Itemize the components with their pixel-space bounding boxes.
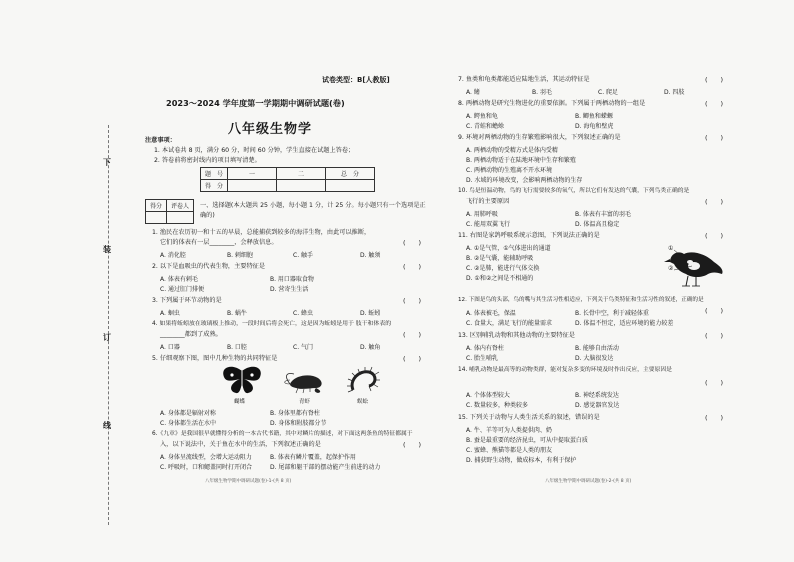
q10-option-d[interactable]: D. 体温高且稳定	[575, 221, 620, 228]
q10-stem-2: 飞行的主要原因	[466, 198, 510, 205]
note-1: 1. 本试卷共 8 页，满分 60 分，时间 60 分钟，学生直接在试题上答卷；	[154, 147, 355, 154]
q15-stem: 15. 下列关于动物与人类生活关系的叙述，错误的是	[458, 414, 600, 421]
note-2: 2. 答卷前将密封线内的项目填写清楚。	[154, 157, 261, 164]
q11-stem: 11. 右图是家鸽呼吸系统示意图，下列说法正确的是	[458, 232, 600, 239]
q7-option-d[interactable]: D. 四肢	[664, 89, 685, 96]
q6-option-a[interactable]: A. 身体呈流线型，会增大运动阻力	[160, 454, 252, 461]
q3-option-a[interactable]: A. 蛔虫	[160, 310, 180, 317]
answer-bracket[interactable]: ( )	[403, 441, 422, 449]
score-cell[interactable]	[277, 180, 326, 192]
q6-option-b[interactable]: B. 体表有鳞片覆盖，起保护作用	[270, 454, 356, 461]
section-intro-2: 确的)	[200, 212, 215, 219]
answer-bracket[interactable]: ( )	[403, 297, 422, 305]
q12-option-c[interactable]: C. 食量大，满足飞行的能量需求	[466, 320, 553, 327]
q13-option-b[interactable]: B. 能够自由活动	[575, 345, 619, 352]
section-score-label: 得分	[146, 200, 167, 212]
answer-bracket[interactable]: ( )	[705, 100, 724, 108]
score-row-label: 得 分	[201, 180, 228, 192]
footer-right: 八年级生物学期中调研试题(卷)-2-(共 8 页)	[545, 479, 632, 484]
q2-option-a[interactable]: A. 体表有刺毛	[160, 276, 198, 283]
answer-bracket[interactable]: ( )	[705, 379, 724, 387]
q6-option-d[interactable]: D. 尾部和躯干部的摆动能产生前进的动力	[270, 464, 381, 471]
q6-option-c[interactable]: C. 呼吸时，口和鳃盖同时打开闭合	[160, 464, 253, 471]
q9-option-c[interactable]: C. 两栖动物的生殖离不开水环境	[466, 167, 553, 174]
answer-bracket[interactable]: ( )	[403, 355, 422, 363]
q1-option-a[interactable]: A. 消化腔	[160, 252, 186, 259]
q3-option-b[interactable]: B. 蜗牛	[227, 310, 247, 317]
q15-option-c[interactable]: C. 蜜蜂、熊猫等都是人类的朋友	[466, 447, 553, 454]
q7-option-c[interactable]: C. 爬足	[598, 89, 619, 96]
q15-option-b[interactable]: B. 蚕是最重要的经济昆虫，可从中提取蛋白质	[466, 437, 588, 444]
q7-option-a[interactable]: A. 鳍	[466, 89, 480, 96]
q5-option-c[interactable]: C. 身体都生活在水中	[160, 420, 217, 427]
footer-left: 八年级生物学期中调研试题(卷)-1-(共 8 页)	[205, 479, 292, 484]
q15-option-d[interactable]: D. 捕获野生动物，做成标本，有利于保护	[466, 457, 577, 464]
q4-option-a[interactable]: A. 口器	[160, 344, 180, 351]
q7-stem: 7. 鱼类和龟类都能适应陆地生活，其运动特征是	[458, 76, 590, 83]
q12-stem: 12. 下图是鸟的头部，鸟的嘴与其生活习性相适应，下列关于鸟类特征和生活习性的叙述，正确的是	[458, 297, 704, 303]
q4-option-b[interactable]: B. 口腔	[227, 344, 247, 351]
notes-heading: 注意事项：	[145, 137, 176, 144]
butterfly-icon	[218, 365, 266, 395]
figure-caption-3: 蜈蚣	[357, 399, 369, 405]
q13-option-a[interactable]: A. 体内有脊柱	[466, 345, 504, 352]
q2-stem: 2. 以下是血吸虫的代表生物，主要特征是	[152, 263, 266, 270]
section-intro-1: 一、选择题(本大题共 25 小题，每小题 1 分，计 25 分。每小题只有一个选项是正	[200, 202, 426, 209]
q1-stem-2: 它们的体表有一层________，会释放信息。	[160, 239, 278, 246]
answer-bracket[interactable]: ( )	[705, 332, 724, 340]
q3-option-d[interactable]: D. 蚯蚓	[360, 310, 381, 317]
answer-bracket[interactable]: ( )	[705, 232, 724, 240]
margin-char-2: 装	[103, 245, 111, 254]
section-score-cell[interactable]	[146, 212, 167, 224]
q12-option-b[interactable]: B. 长骨中空，利于减轻体重	[575, 310, 649, 317]
q9-option-b[interactable]: B. 两栖动物适于在陆地环境中生存和繁殖	[466, 157, 576, 164]
q14-option-d[interactable]: D. 感觉器官发达	[575, 402, 620, 409]
q13-option-d[interactable]: D. 大脑很发达	[575, 355, 614, 362]
q11-option-d[interactable]: D. ①和②之间是不相通的	[466, 275, 534, 282]
q8-option-a[interactable]: A. 鳄鱼和龟	[466, 113, 498, 120]
answer-bracket[interactable]: ( )	[705, 414, 724, 422]
score-cell[interactable]	[326, 180, 375, 192]
answer-bracket[interactable]: ( )	[705, 76, 724, 84]
margin-char-4: 线	[103, 421, 111, 430]
score-head-4: 总 分	[326, 168, 375, 180]
q2-option-d[interactable]: D. 营寄生生活	[270, 286, 309, 293]
q4-option-d[interactable]: D. 触角	[360, 344, 381, 351]
q2-option-c[interactable]: C. 通过肛门排便	[160, 286, 205, 293]
bird-label-2: ②	[668, 265, 674, 272]
q4-stem-1: 4. 如果将蚯蚓放在玻璃板上推动，一段时间后将会死亡，这是因为蚯蚓是用于 肢干和体表的	[152, 321, 392, 327]
q14-option-c[interactable]: C. 数量较多，种类较多	[466, 402, 529, 409]
score-head-2: 一	[228, 168, 277, 180]
margin-char-3: 订	[103, 333, 111, 342]
q4-option-c[interactable]: C. 气门	[293, 344, 314, 351]
q5-option-b[interactable]: B. 身体里都有脊柱	[270, 410, 320, 417]
score-cell[interactable]	[228, 180, 277, 192]
q5-option-d[interactable]: D. 身体和附肢都分节	[270, 420, 327, 427]
q10-option-a[interactable]: A. 用肺呼吸	[466, 211, 498, 218]
q2-option-b[interactable]: B. 用口器取食物	[270, 276, 314, 283]
centipede-icon	[345, 366, 381, 396]
q4-stem-2: ________都到了成熟。	[160, 331, 222, 338]
section-grader-label: 评卷人	[167, 200, 194, 212]
shrimp-icon	[284, 370, 328, 394]
q10-option-b[interactable]: B. 体表有丰富的羽毛	[575, 211, 631, 218]
q11-option-a[interactable]: A. ①是气管，①气体进出的通道	[466, 245, 551, 252]
q9-option-d[interactable]: D. 水域的环境改变，会影响两栖动物的生存	[466, 177, 583, 184]
q15-option-a[interactable]: A. 牛、羊等可为人类提供肉、奶	[466, 427, 552, 434]
answer-bracket[interactable]: ( )	[705, 198, 724, 206]
score-head-1: 题 号	[201, 168, 228, 180]
q13-option-c[interactable]: C. 胎生哺乳	[466, 355, 499, 362]
q10-option-c[interactable]: C. 能用双翼飞行	[466, 221, 511, 228]
score-table	[200, 167, 375, 192]
q10-stem-1: 10. 鸟是恒温动物，鸟的飞行需要较多的氧气，所以它们有发达的气囊，下列鸟类正确的是	[458, 188, 690, 194]
q13-stem: 13. 区别哺乳动物和其他动物的主要特征是	[458, 332, 575, 339]
margin-char-1: 下	[103, 158, 111, 167]
q12-option-d[interactable]: D. 体温不恒定，适应环境的能力较差	[575, 320, 674, 327]
answer-bracket[interactable]: ( )	[403, 331, 422, 339]
q14-option-a[interactable]: A. 个体体型较大	[466, 392, 510, 399]
q6-stem-2: 入，以下说法中，关于鱼在水中的生活，下列叙述正确的是	[160, 441, 321, 448]
answer-bracket[interactable]: ( )	[403, 263, 422, 271]
answer-bracket[interactable]: ( )	[705, 134, 724, 142]
q3-option-c[interactable]: C. 蜂虫	[293, 310, 314, 317]
q1-option-c[interactable]: C. 触手	[293, 252, 314, 259]
figure-caption-2: 青虾	[299, 399, 311, 405]
q6-stem-1: 6.《九章》是我国很早就懂得分析的一本古代书籍，其中对鳞片的描述，对下面这两条鱼的特征都属于	[152, 431, 413, 437]
q8-option-b[interactable]: B. 鲫鱼和蝾螈	[575, 113, 613, 120]
binding-line	[108, 125, 109, 525]
figure-caption-1: 蝴蝶	[234, 399, 246, 405]
q5-stem: 5. 仔细观察下图，图中几种生物的共同特征是	[152, 355, 278, 362]
q8-option-d[interactable]: D. 海龟和壁虎	[575, 123, 614, 130]
page-title: 八年级生物学	[228, 122, 313, 137]
score-head-3: 二	[277, 168, 326, 180]
q1-option-b[interactable]: B. 刺细胞	[227, 252, 253, 259]
q8-stem: 8. 两栖动物是研究生物进化的重要依据。下列属于两栖动物的一组是	[458, 100, 646, 107]
q7-option-b[interactable]: B. 羽毛	[532, 89, 552, 96]
q9-option-a[interactable]: A. 两栖动物的受精方式是体内受精	[466, 147, 558, 154]
q3-stem: 3. 下列属于环节动物的是	[152, 297, 222, 304]
paper-type: 试卷类型：B[人教版]	[322, 76, 390, 84]
q5-option-a[interactable]: A. 身体都是辐射对称	[160, 410, 216, 417]
section-grader-cell[interactable]	[167, 212, 194, 224]
q1-option-d[interactable]: D. 触须	[360, 252, 381, 259]
q11-option-b[interactable]: B. ②是气囊，能辅助呼吸	[466, 255, 534, 262]
q14-stem: 14. 哺乳动物是最高等的动物类群，能对复杂多变的环境及时作出反应，主要原因是	[458, 367, 672, 373]
answer-bracket[interactable]: ( )	[705, 307, 724, 315]
q1-stem-1: 1. 渔民在农历初一和十五的早晨，总能捕获到较多的海洋生物，由此可以推断，	[152, 229, 371, 236]
year-title: 2023～2024 学年度第一学期期中调研试题(卷)	[166, 98, 345, 108]
q8-option-c[interactable]: C. 青蛙和蟾蜍	[466, 123, 505, 130]
bird-label-1: ①	[668, 245, 674, 252]
answer-bracket[interactable]: ( )	[403, 239, 422, 247]
q9-stem: 9. 环境对两栖动物的生存繁殖影响很大，下列叙述正确的是	[458, 134, 621, 141]
section-score-box	[145, 199, 194, 224]
q11-option-c[interactable]: C. ②是肺，能进行气体交换	[466, 265, 540, 272]
q12-option-a[interactable]: A. 体表被毛，保温	[466, 310, 516, 317]
q14-option-b[interactable]: B. 神经系统发达	[575, 392, 619, 399]
